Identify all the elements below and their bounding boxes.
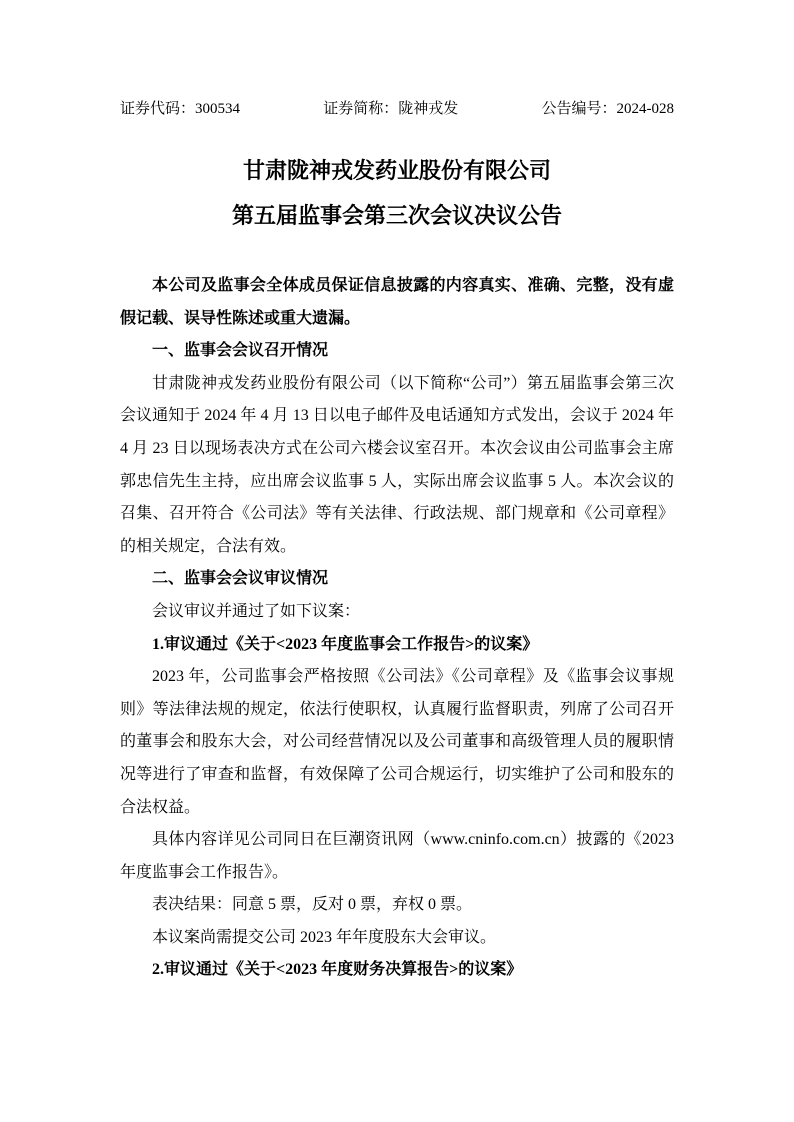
section2-intro: 会议审议并通过了如下议案： xyxy=(152,602,361,620)
truthfulness-disclaimer: 本公司及监事会全体成员保证信息披露的内容真实、准确、完整，没有虚假记载、误导性陈述或重大遗漏。 xyxy=(120,277,674,327)
announcement-number: 公告编号：2024-028 xyxy=(541,101,674,117)
section1-heading: 一、监事会会议召开情况 xyxy=(152,342,329,360)
stock-code: 证券代码：300534 xyxy=(120,101,241,117)
proposal1-vote-result: 表决结果：同意 5 票，反对 0 票，弃权 0 票。 xyxy=(152,896,473,914)
section1-paragraph: 甘肃陇神戎发药业股份有限公司（以下简称“公司”）第五届监事会第三次会议通知于 2024 年 4 月 13 日以电子邮件及电话通知方式发出，会议于 2024 年 4 月 23 日以现场表决方式在公司六楼会议室召开。本次会议由公司监事会主席郭忠信先生主持，应出席会议监事 5 人，实际出席会议监事 5 人。本次会议的召集、召开符合《公司法》等有关法律、行政法规、部门规章和《公司章程》的相关规定，合法有效。 xyxy=(120,374,674,555)
proposal1-heading: 1.审议通过《关于<2023 年度监事会工作报告>的议案》 xyxy=(152,635,539,653)
proposal1-paragraph2: 具体内容详见公司同日在巨潮资讯网（www.cninfo.com.cn）披露的《2023 年度监事会工作报告》。 xyxy=(120,831,674,881)
securities-info-header xyxy=(120,96,674,122)
meeting-resolution-title-line: 第五届监事会第三次会议决议公告 xyxy=(231,203,562,228)
proposal1-note: 本议案尚需提交公司 2023 年年度股东大会审议。 xyxy=(152,928,497,946)
proposal1-paragraph1: 2023 年，公司监事会严格按照《公司法》《公司章程》及《监事会议事规则》等法律法规的规定，依法行使职权，认真履行监督职责，列席了公司召开的董事会和股东大会，对公司经营情况以及公司董事和高级管理人员的履职情况等进行了审查和监督，有效保障了公司合规运行，切实维护了公司和股东的合法权益。 xyxy=(120,668,674,816)
stock-name: 证券简称：陇神戎发 xyxy=(323,101,459,117)
company-name-title-line: 甘肃陇神戎发药业股份有限公司 xyxy=(242,158,551,183)
section2-heading: 二、监事会会议审议情况 xyxy=(152,570,329,588)
document-title xyxy=(120,148,674,238)
proposal2-heading: 2.审议通过《关于<2023 年度财务决算报告>的议案》 xyxy=(152,961,523,979)
